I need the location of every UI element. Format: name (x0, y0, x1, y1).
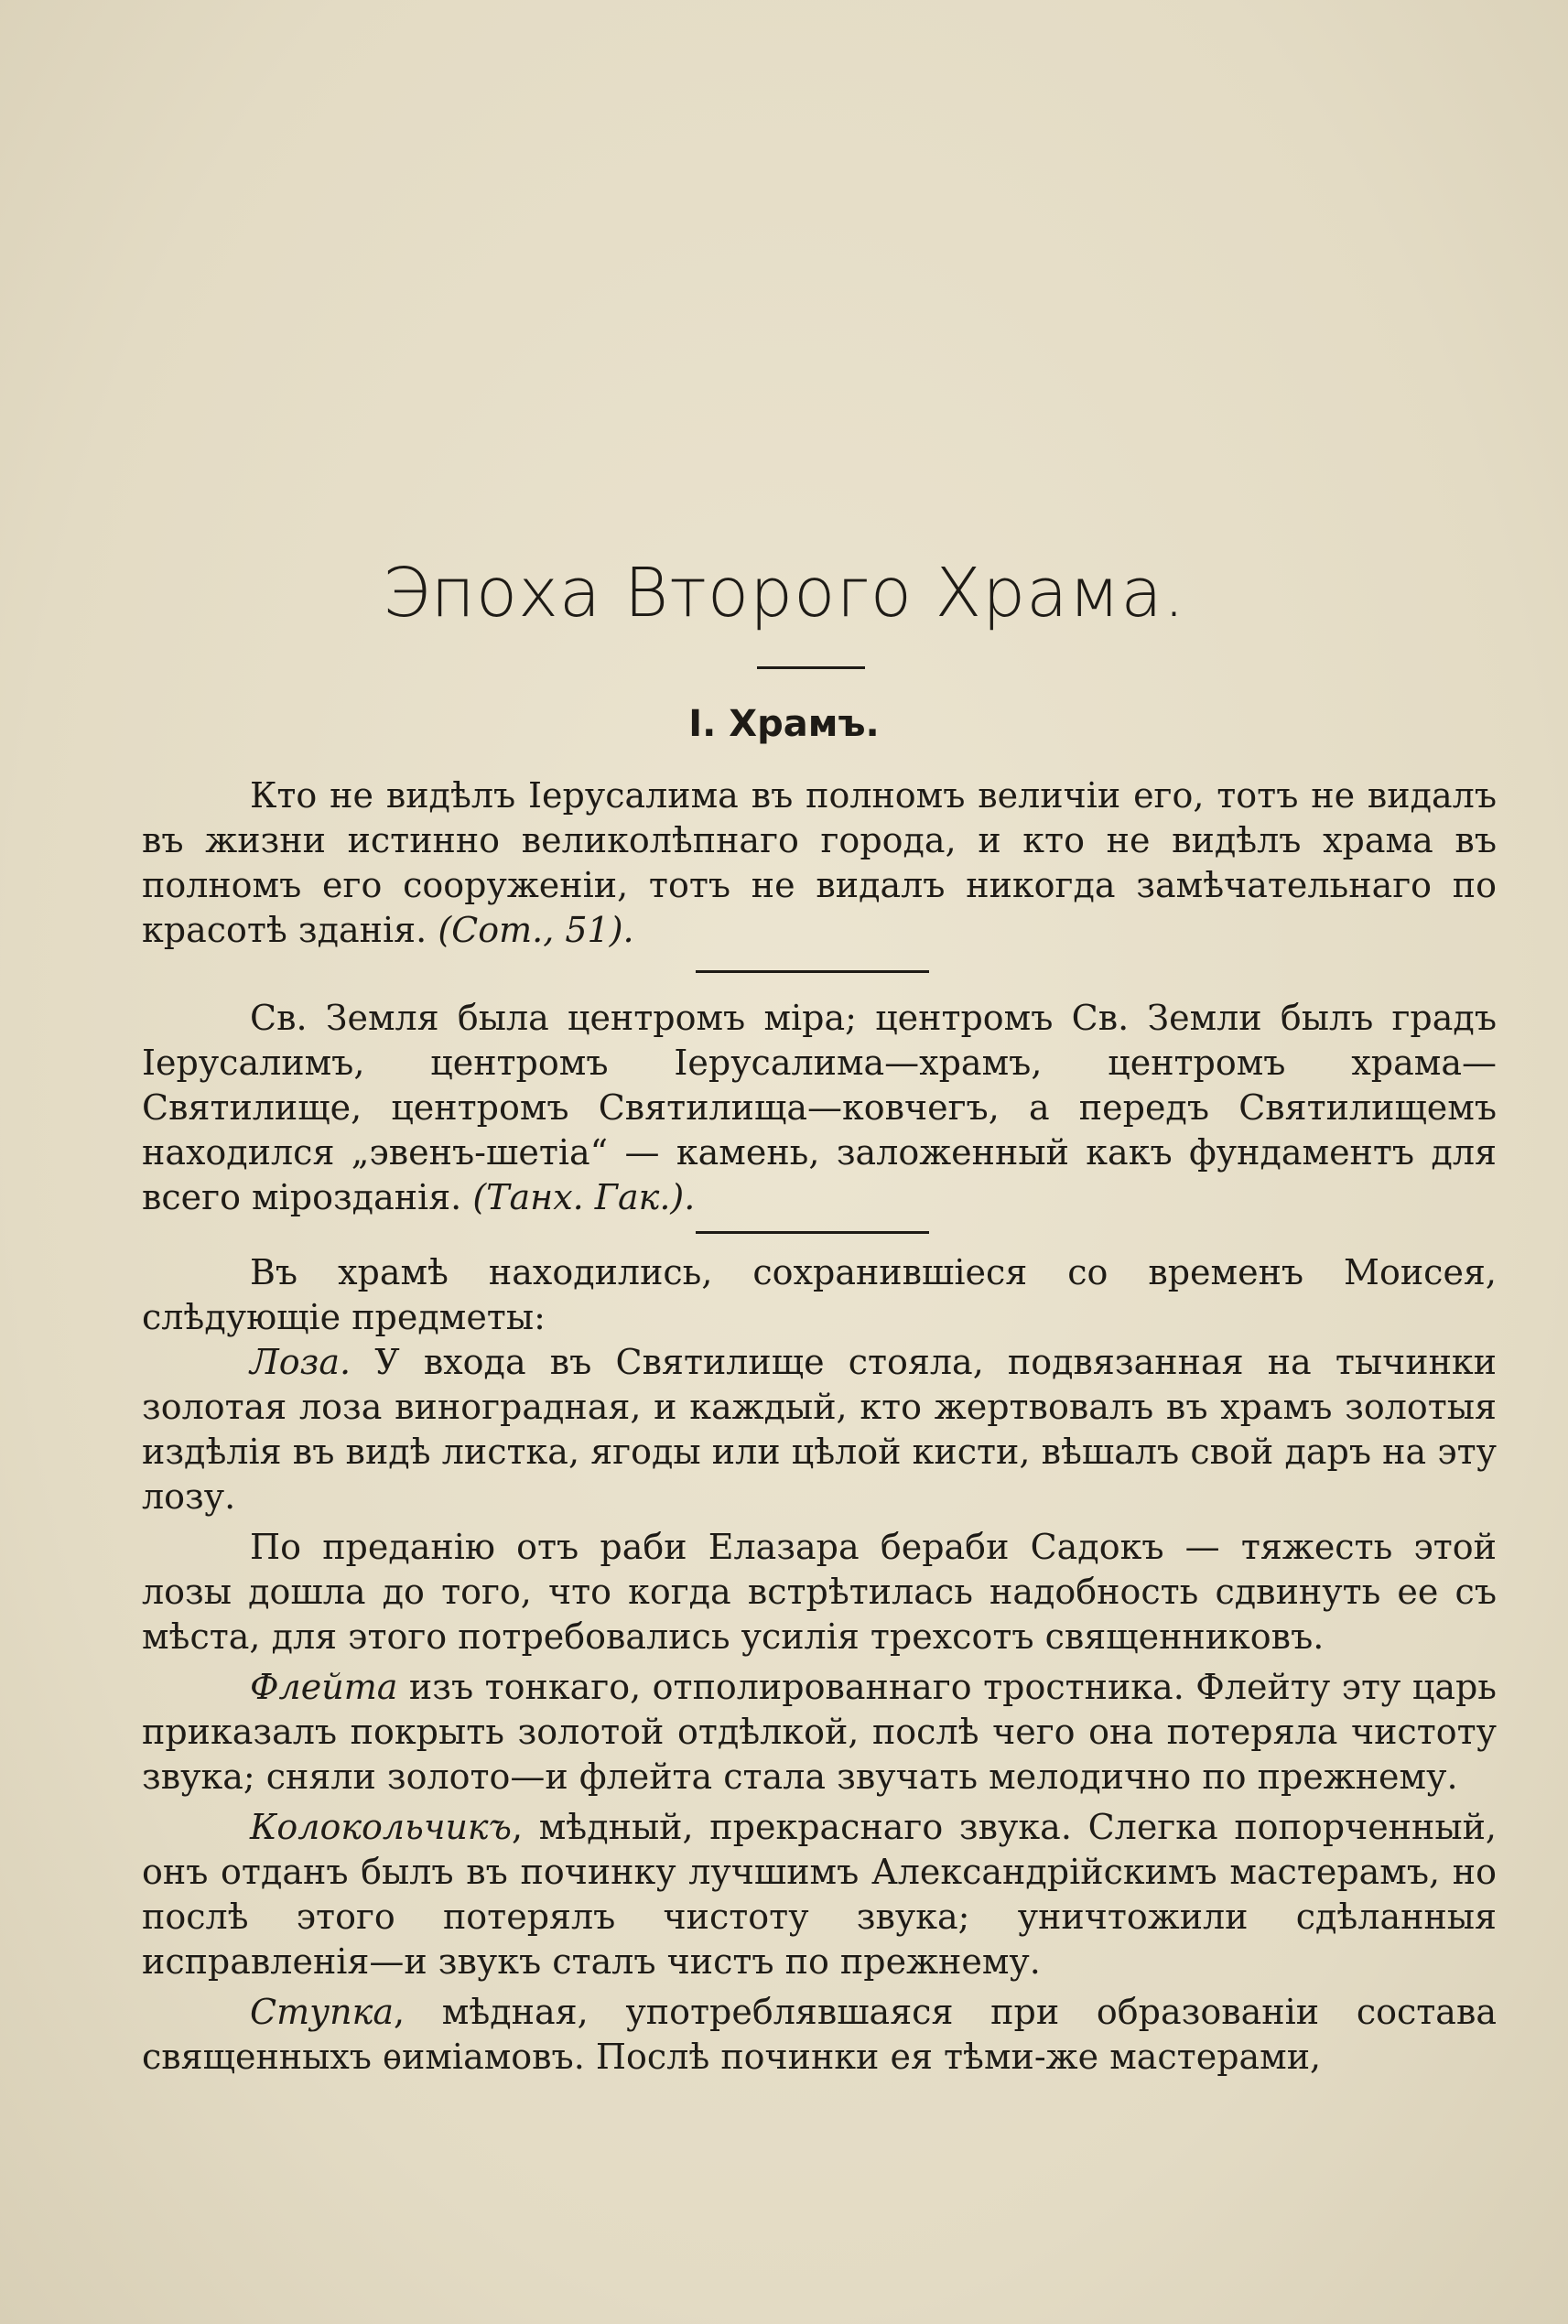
item-text: У входа въ Святилище стояла, подвязанная на тычинки золотая лоза виноградная, и каждый, кто жертвовалъ въ храмъ золотыя издѣлія въ видѣ листка, ягоды или цѣлой кисти, вѣшалъ свой даръ на эту лозу. (142, 1342, 1497, 1517)
item-paragraph (142, 1665, 1497, 1800)
item-text: , мѣдный, прекраснаго звука. Слегка попорченный, онъ отданъ былъ въ починку лучшимъ Александрійскимъ мастерамъ, но послѣ этого потерялъ чистоту звука; уничтожили сдѣланныя исправленія—и звукъ сталъ чистъ по прежнему. (142, 1807, 1497, 1982)
main-text (142, 1250, 1497, 2080)
item-text: По преданію отъ раби Елазара бераби Садокъ — тяжесть этой лозы дошла до того, что когда встрѣтилась надобность сдвинуть ее съ мѣста, для этого потребовались усилія трехсотъ священниковъ. (142, 1527, 1497, 1657)
item-term: Флейта (250, 1667, 398, 1707)
chapter-heading: I. Храмъ. (688, 703, 880, 745)
item-paragraph (142, 1990, 1497, 2080)
quote-block-1 (142, 773, 1497, 953)
title-divider (757, 666, 865, 669)
section-divider (696, 1231, 929, 1234)
item-paragraph (142, 1525, 1497, 1659)
item-paragraph (142, 1805, 1497, 1984)
page-title: Эпоха Второго Храма. (382, 554, 1186, 632)
intro-paragraph: Въ храмѣ находились, сохранившіеся со временъ Моисея, слѣдующіе предметы: (142, 1252, 1497, 1337)
item-paragraph (142, 1340, 1497, 1519)
quote-text: Кто не видѣлъ Іерусалима въ полномъ величіи его, тотъ не видалъ въ жизни истинно великолѣпнаго города, и кто не видѣлъ храма въ полномъ его сооруженіи, тотъ не видалъ никогда замѣчательнаго по красотѣ зданія. (142, 775, 1497, 950)
section-divider (696, 970, 929, 973)
item-term: Ступка (250, 1992, 394, 2032)
item-term: Лоза. (250, 1342, 351, 1382)
quote-paragraph (142, 773, 1497, 953)
quote-block-2 (142, 996, 1497, 1220)
item-term: Колокольчикъ (250, 1807, 512, 1847)
quote-source: (Танх. Гак.). (472, 1177, 696, 1217)
quote-text: Св. Земля была центромъ міра; центромъ Св. Земли былъ градъ Іерусалимъ, центромъ Іерусалима—храмъ, центромъ храма—Святилище, центромъ Святилища—ковчегъ, а передъ Святилищемъ находился „эвенъ-шетіа“ — камень, заложенный какъ фундаментъ для всего мірозданія. (142, 998, 1497, 1217)
quote-source: (Сот., 51). (438, 910, 634, 950)
item-text: , мѣдная, употреблявшаяся при образованіи состава священныхъ ѳиміамовъ. Послѣ починки ея тѣми-же мастерами, (142, 1992, 1497, 2077)
quote-paragraph (142, 996, 1497, 1220)
item-text: изъ тонкаго, отполированнаго тростника. Флейту эту царь приказалъ покрыть золотой отдѣлкой, послѣ чего она потеряла чистоту звука; сняли золото—и флейта стала звучать мелодично по прежнему. (142, 1667, 1497, 1797)
